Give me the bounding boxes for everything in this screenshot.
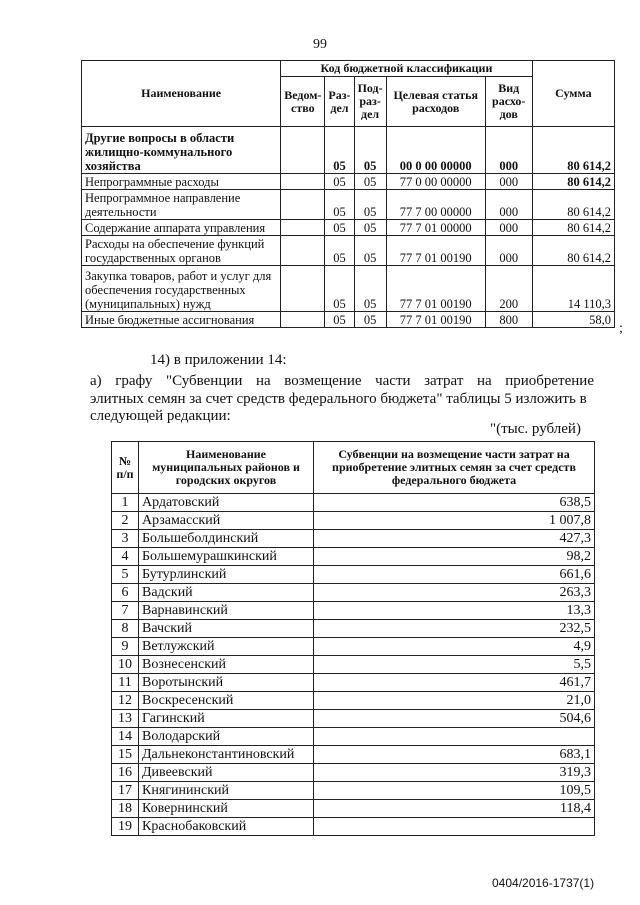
row-razdel: 05 [325,127,354,174]
paragraph-line-1: а) графу "Субвенции на возмещение части затрат на приобретение [90,373,594,389]
row-target: 77 7 01 00190 [386,236,485,266]
row-subsidy: 4,9 [314,638,595,656]
row-target: 77 7 01 00190 [386,266,485,312]
row-name: Непрограммные расходы [82,174,281,190]
row-number: 18 [112,800,139,818]
row-subsidy: 118,4 [314,800,595,818]
table-row [112,494,595,512]
row-name: Другие вопросы в области жилищно-коммунального хозяйства [82,127,281,174]
table-row [82,266,615,312]
header-target: Целевая статья расходов [386,77,485,127]
item-heading: 14) в приложении 14: [150,352,287,368]
row-podrazdel: 05 [354,312,386,328]
table-row [112,800,595,818]
budget-classification-table [81,60,615,328]
row-target: 77 7 01 00190 [386,312,485,328]
row-target: 00 0 00 00000 [386,127,485,174]
row-ved [281,220,325,236]
row-podrazdel: 05 [354,190,386,220]
row-sum: 80 614,2 [532,220,614,236]
row-ved [281,236,325,266]
row-number: 6 [112,584,139,602]
table-row [112,620,595,638]
row-vid: 000 [485,174,532,190]
row-name: Непрограммное направление деятельности [82,190,281,220]
row-subsidy: 504,6 [314,710,595,728]
row-number: 19 [112,818,139,836]
row-municipality: Большемурашкинский [139,548,314,566]
header-ved: Ведом-ство [281,77,325,127]
table-row [112,746,595,764]
table-row [112,764,595,782]
row-number: 7 [112,602,139,620]
row-number: 12 [112,692,139,710]
header-podrazdel: Под-раз-дел [354,77,386,127]
row-podrazdel: 05 [354,174,386,190]
document-code: 0404/2016-1737(1) [492,876,595,890]
row-ved [281,266,325,312]
row-municipality: Краснобаковский [139,818,314,836]
row-municipality: Ковернинский [139,800,314,818]
header-razdel: Раз-дел [325,77,354,127]
row-subsidy [314,728,595,746]
row-razdel: 05 [325,190,354,220]
table-row [112,530,595,548]
row-subsidy: 98,2 [314,548,595,566]
table-row [112,602,595,620]
row-sum: 80 614,2 [532,127,614,174]
page-number: 99 [313,37,327,52]
row-podrazdel: 05 [354,266,386,312]
row-razdel: 05 [325,266,354,312]
row-name: Содержание аппарата управления [82,220,281,236]
row-municipality: Бутурлинский [139,566,314,584]
row-number: 13 [112,710,139,728]
header-sum: Сумма [532,61,614,127]
table-row [112,656,595,674]
header-subsidy: Субвенции на возмещение части затрат на приобретение элитных семян за счет средств федерального бюджета [314,442,595,494]
row-subsidy: 109,5 [314,782,595,800]
row-ved [281,312,325,328]
table-row [112,638,595,656]
table-row [112,674,595,692]
row-municipality: Дальнеконстантиновский [139,746,314,764]
row-sum: 80 614,2 [532,190,614,220]
row-subsidy [314,818,595,836]
header-num: № п/п [112,442,139,494]
row-ved [281,127,325,174]
row-municipality: Воскресенский [139,692,314,710]
row-municipality: Арзамасский [139,512,314,530]
row-subsidy: 263,3 [314,584,595,602]
table-row [112,818,595,836]
row-number: 2 [112,512,139,530]
row-ved [281,174,325,190]
trailing-semicolon: ; [619,321,623,336]
row-ved [281,190,325,220]
table-row [82,190,615,220]
row-number: 11 [112,674,139,692]
row-number: 3 [112,530,139,548]
row-number: 4 [112,548,139,566]
table-row [112,548,595,566]
row-target: 77 7 00 00000 [386,190,485,220]
row-razdel: 05 [325,220,354,236]
row-razdel: 05 [325,236,354,266]
table-row [112,512,595,530]
row-municipality: Вознесенский [139,656,314,674]
row-municipality: Варнавинский [139,602,314,620]
row-subsidy: 427,3 [314,530,595,548]
row-vid: 800 [485,312,532,328]
row-number: 15 [112,746,139,764]
row-podrazdel: 05 [354,127,386,174]
row-number: 8 [112,620,139,638]
row-subsidy: 638,5 [314,494,595,512]
row-name: Расходы на обеспечение функций государственных органов [82,236,281,266]
row-subsidy: 461,7 [314,674,595,692]
row-subsidy: 319,3 [314,764,595,782]
row-municipality: Большеболдинский [139,530,314,548]
row-subsidy: 5,5 [314,656,595,674]
table-row [82,174,615,190]
row-municipality: Ардатовский [139,494,314,512]
paragraph-line-2: элитных семян за счет средств федерального бюджета" таблицы 5 изложить в следующей редакции: [90,391,587,424]
row-number: 9 [112,638,139,656]
table-row [112,782,595,800]
row-vid: 000 [485,190,532,220]
table-row [112,566,595,584]
table-row [82,127,615,174]
table-row [112,584,595,602]
row-sum: 80 614,2 [532,236,614,266]
row-number: 17 [112,782,139,800]
row-municipality: Ветлужский [139,638,314,656]
row-podrazdel: 05 [354,220,386,236]
row-municipality: Княгининский [139,782,314,800]
row-subsidy: 232,5 [314,620,595,638]
row-subsidy: 683,1 [314,746,595,764]
row-razdel: 05 [325,312,354,328]
row-sum: 58,0 [532,312,614,328]
units-label: "(тыс. рублей) [490,421,581,437]
row-municipality: Воротынский [139,674,314,692]
row-name: Закупка товаров, работ и услуг для обеспечения государственных (муниципальных) нужд [82,266,281,312]
header-vid: Вид расхо-дов [485,77,532,127]
table-row [82,312,615,328]
row-vid: 000 [485,127,532,174]
row-number: 14 [112,728,139,746]
row-target: 77 7 01 00000 [386,220,485,236]
row-vid: 000 [485,236,532,266]
row-target: 77 0 00 00000 [386,174,485,190]
row-municipality: Володарский [139,728,314,746]
row-number: 5 [112,566,139,584]
row-vid: 000 [485,220,532,236]
row-number: 1 [112,494,139,512]
row-subsidy: 21,0 [314,692,595,710]
row-municipality: Вадский [139,584,314,602]
table-row [112,728,595,746]
header-municipality: Наименование муниципальных районов и городских округов [139,442,314,494]
header-code-group: Код бюджетной классификации [281,61,532,77]
table-row [82,220,615,236]
row-subsidy: 1 007,8 [314,512,595,530]
subsidies-table [111,441,595,836]
row-municipality: Вачский [139,620,314,638]
row-razdel: 05 [325,174,354,190]
table-row [112,692,595,710]
row-subsidy: 661,6 [314,566,595,584]
row-municipality: Гагинский [139,710,314,728]
row-sum: 14 110,3 [532,266,614,312]
row-vid: 200 [485,266,532,312]
table-row [82,236,615,266]
row-name: Иные бюджетные ассигнования [82,312,281,328]
row-podrazdel: 05 [354,236,386,266]
row-number: 10 [112,656,139,674]
table-row [112,710,595,728]
row-number: 16 [112,764,139,782]
row-sum: 80 614,2 [532,174,614,190]
header-name: Наименование [82,61,281,127]
row-municipality: Дивеевский [139,764,314,782]
row-subsidy: 13,3 [314,602,595,620]
